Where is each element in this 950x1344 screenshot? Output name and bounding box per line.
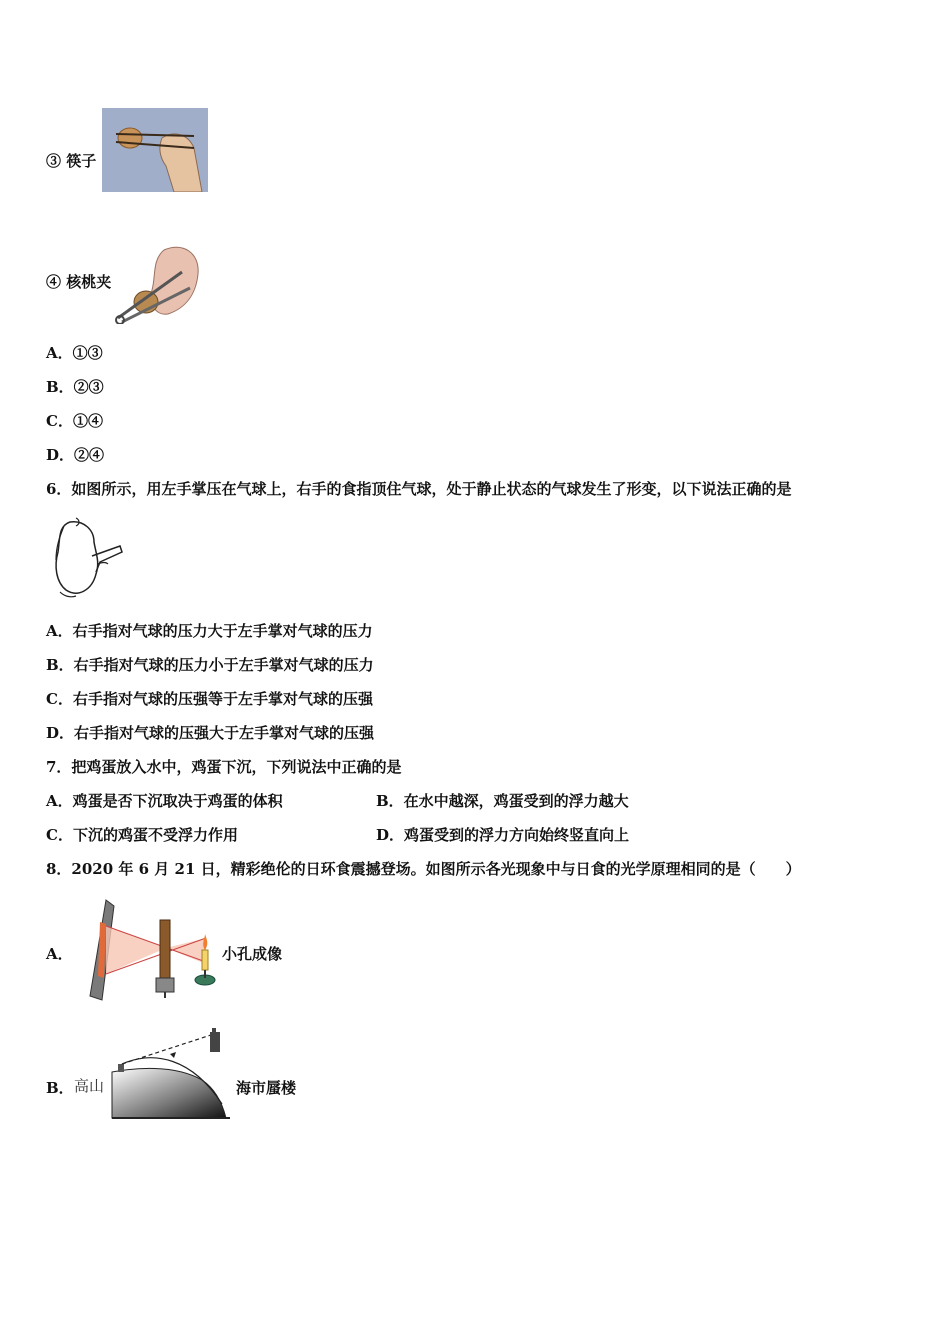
q8-option-a-caption: 小孔成像 xyxy=(222,945,283,963)
q7-option-d: D．鸡蛋受到的浮力方向始终竖直向上 xyxy=(376,826,630,844)
q6-option-a: A．右手指对气球的压力大于左手掌对气球的压力 xyxy=(46,622,373,640)
q6-stem: 6．如图所示，用左手掌压在气球上，右手的食指顶住气球，处于静止状态的气球发生了形变，以下说法正确的是 xyxy=(46,480,792,498)
q7-option-b: B．在水中越深，鸡蛋受到的浮力越大 xyxy=(376,792,629,810)
q8-option-a-letter: A． xyxy=(46,945,73,963)
item-3-label: ③ 筷子 xyxy=(46,152,97,170)
q5-option-c: C．①④ xyxy=(46,412,103,430)
nutcracker-figure xyxy=(112,242,204,324)
q6-option-d: D．右手指对气球的压强大于左手掌对气球的压强 xyxy=(46,724,375,742)
q7-stem: 7．把鸡蛋放入水中，鸡蛋下沉，下列说法中正确的是 xyxy=(46,758,402,776)
pinhole-imaging-figure xyxy=(86,898,220,1002)
q8-option-b-letter: B． xyxy=(46,1079,74,1097)
q6-option-c: C．右手指对气球的压强等于左手掌对气球的压强 xyxy=(46,690,373,708)
q8-stem: 8．2020 年 6 月 21 日，精彩绝伦的日环食震撼登场。如图所示各光现象中与日食的光学原理相同的是（ ） xyxy=(46,860,801,878)
q8-option-b-mountain-label: 高山 xyxy=(74,1077,105,1095)
q8-option-b-caption: 海市蜃楼 xyxy=(236,1079,297,1097)
q5-option-d: D．②④ xyxy=(46,446,105,464)
q5-option-b: B．②③ xyxy=(46,378,104,396)
chopsticks-figure xyxy=(102,108,208,192)
q5-option-a: A．①③ xyxy=(46,344,103,362)
q6-option-b: B．右手指对气球的压力小于左手掌对气球的压力 xyxy=(46,656,374,674)
q7-option-c: C．下沉的鸡蛋不受浮力作用 xyxy=(46,826,238,844)
balloon-figure xyxy=(50,516,126,600)
q7-option-a: A．鸡蛋是否下沉取决于鸡蛋的体积 xyxy=(46,792,283,810)
item-4-label: ④ 核桃夹 xyxy=(46,273,112,291)
